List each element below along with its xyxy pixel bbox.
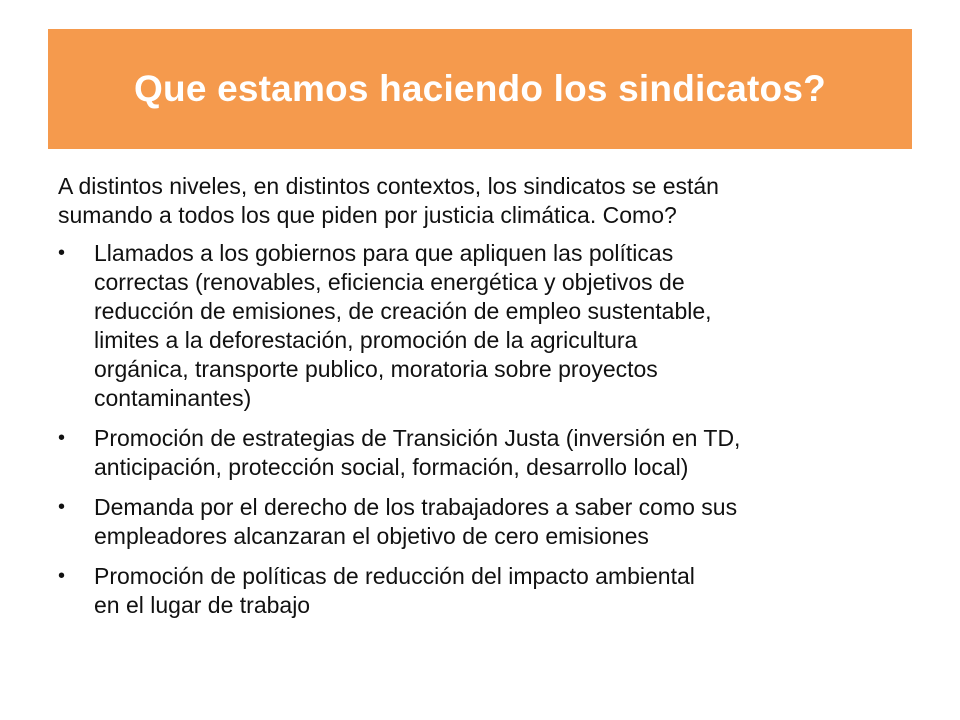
bullet-line: Promoción de estrategias de Transición Justa (inversión en TD, xyxy=(94,425,741,451)
bullet-line: limites a la deforestación, promoción de la agricultura xyxy=(94,327,638,353)
bullet-item xyxy=(58,562,918,620)
slide-title: Que estamos haciendo los sindicatos? xyxy=(134,68,826,109)
slide-body xyxy=(58,172,918,631)
bullet-line: Llamados a los gobiernos para que apliquen las políticas xyxy=(94,240,674,266)
bullet-icon: • xyxy=(58,496,66,518)
bullet-line: Demanda por el derecho de los trabajadores a saber como sus xyxy=(94,494,738,520)
intro-paragraph xyxy=(58,172,918,230)
bullet-icon: • xyxy=(58,427,66,449)
intro-line: sumando a todos los que piden por justicia climática. Como? xyxy=(58,202,677,228)
bullet-line: orgánica, transporte publico, moratoria sobre proyectos xyxy=(94,356,658,382)
bullet-item xyxy=(58,239,918,413)
bullet-line: Promoción de políticas de reducción del impacto ambiental xyxy=(94,563,695,589)
bullet-line: en el lugar de trabajo xyxy=(94,592,311,618)
bullet-list xyxy=(58,239,918,620)
bullet-line: reducción de emisiones, de creación de empleo sustentable, xyxy=(94,298,712,324)
bullet-line: correctas (renovables, eficiencia energética y objetivos de xyxy=(94,269,685,295)
bullet-line: empleadores alcanzaran el objetivo de cero emisiones xyxy=(94,523,649,549)
title-bar xyxy=(48,29,912,149)
bullet-icon: • xyxy=(58,565,66,587)
bullet-line: contaminantes) xyxy=(94,385,252,411)
bullet-icon: • xyxy=(58,242,66,264)
intro-line: A distintos niveles, en distintos contextos, los sindicatos se están xyxy=(58,173,719,199)
bullet-item xyxy=(58,493,918,551)
bullet-line: anticipación, protección social, formación, desarrollo local) xyxy=(94,454,689,480)
bullet-item xyxy=(58,424,918,482)
